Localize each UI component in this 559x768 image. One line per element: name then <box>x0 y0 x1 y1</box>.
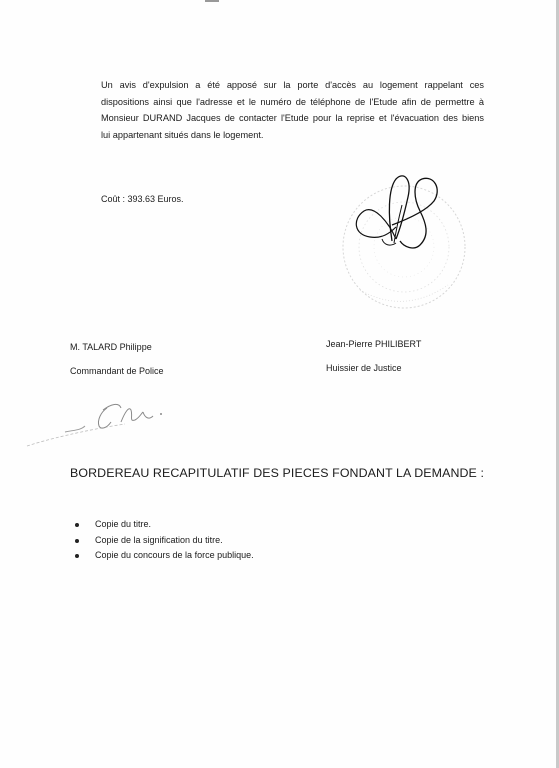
paragraph-line: dispositions ainsi que l'adresse et le numéro de téléphone de l'Etude afin de permettre à <box>101 96 484 107</box>
police-commander-name: M. TALARD Philippe <box>70 342 152 352</box>
bailiff-role: Huissier de Justice <box>326 363 402 373</box>
expulsion-notice-paragraph <box>101 77 484 143</box>
bailiff-name: Jean-Pierre PHILIBERT <box>326 339 422 349</box>
pieces-list <box>73 517 254 564</box>
list-item: Copie du concours de la force publique. <box>73 548 254 564</box>
cost-line: Coût : 393.63 Euros. <box>101 194 184 204</box>
police-commander-role: Commandant de Police <box>70 366 164 376</box>
list-item: Copie du titre. <box>73 517 254 533</box>
paragraph-line: Monsieur DURAND Jacques de contacter l'Etude pour la reprise et l'évacuation des biens <box>101 113 484 123</box>
document-heading: BORDEREAU RECAPITULATIF DES PIECES FONDANT LA DEMANDE : <box>70 466 485 480</box>
scan-mark <box>205 0 219 2</box>
paragraph-line: lui appartenant situés dans le logement. <box>101 129 264 140</box>
bailiff-seal-and-signature <box>330 165 470 315</box>
list-item: Copie de la signification du titre. <box>73 533 254 549</box>
paragraph-line: Un avis d'expulsion a été apposé sur la porte d'accès au logement rappelant ces <box>101 80 484 90</box>
police-commander-signature <box>25 390 175 455</box>
